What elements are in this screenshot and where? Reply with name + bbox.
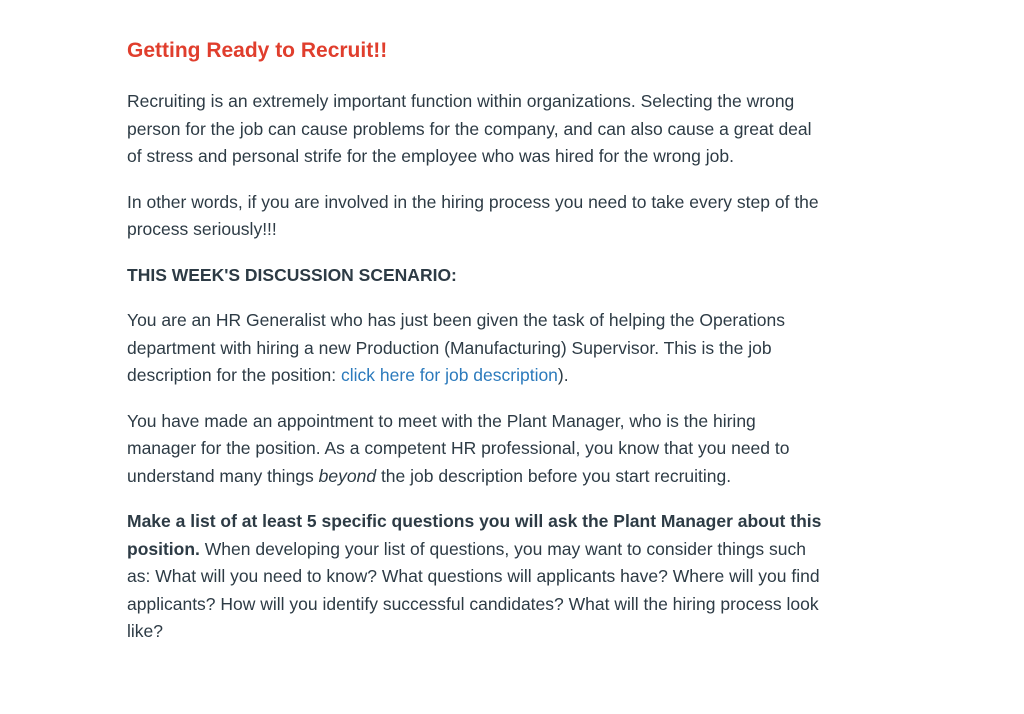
scenario-heading: THIS WEEK'S DISCUSSION SCENARIO: xyxy=(127,264,457,285)
scenario-text-end: ). xyxy=(557,365,569,385)
assignment-paragraph xyxy=(127,508,827,646)
job-description-link[interactable]: click here for job description xyxy=(341,365,558,385)
intro-paragraph: Recruiting is an extremely important function within organizations. Selecting the wrong person for the job can cause problems for the company, and can also cause a great deal of stress and personal strife for the employee who was hired for the wrong job. xyxy=(127,91,812,166)
scenario-paragraph xyxy=(127,307,827,390)
assignment-text: When developing your list of questions, you may want to consider things such as: What will you need to know? What questions will applicants have? Where will you find applicants? How will you identify successful candidates? What will the hiring process look like? xyxy=(127,538,820,641)
emphasis-paragraph: In other words, if you are involved in the hiring process you need to take every step of the process seriously!!! xyxy=(127,191,819,239)
page-title: Getting Ready to Recruit!! xyxy=(127,39,388,62)
meeting-text-end: the job description before you start recruiting. xyxy=(376,465,732,486)
meeting-italic-word: beyond xyxy=(318,465,377,486)
scenario-text: You are an HR Generalist who has just been given the task of helping the Operations department with hiring a new Production (Manufacturing) Supervisor. This is the job description for the position: xyxy=(127,310,785,385)
meeting-paragraph xyxy=(127,408,827,491)
assignment-instruction: Make a list of at least 5 specific questions you will ask the Plant Manager about this position. xyxy=(127,511,822,559)
meeting-text: You have made an appointment to meet with the Plant Manager, who is the hiring manager for the position. As a competent HR professional, you know that you need to understand many things xyxy=(127,410,790,486)
page-content xyxy=(127,36,827,664)
